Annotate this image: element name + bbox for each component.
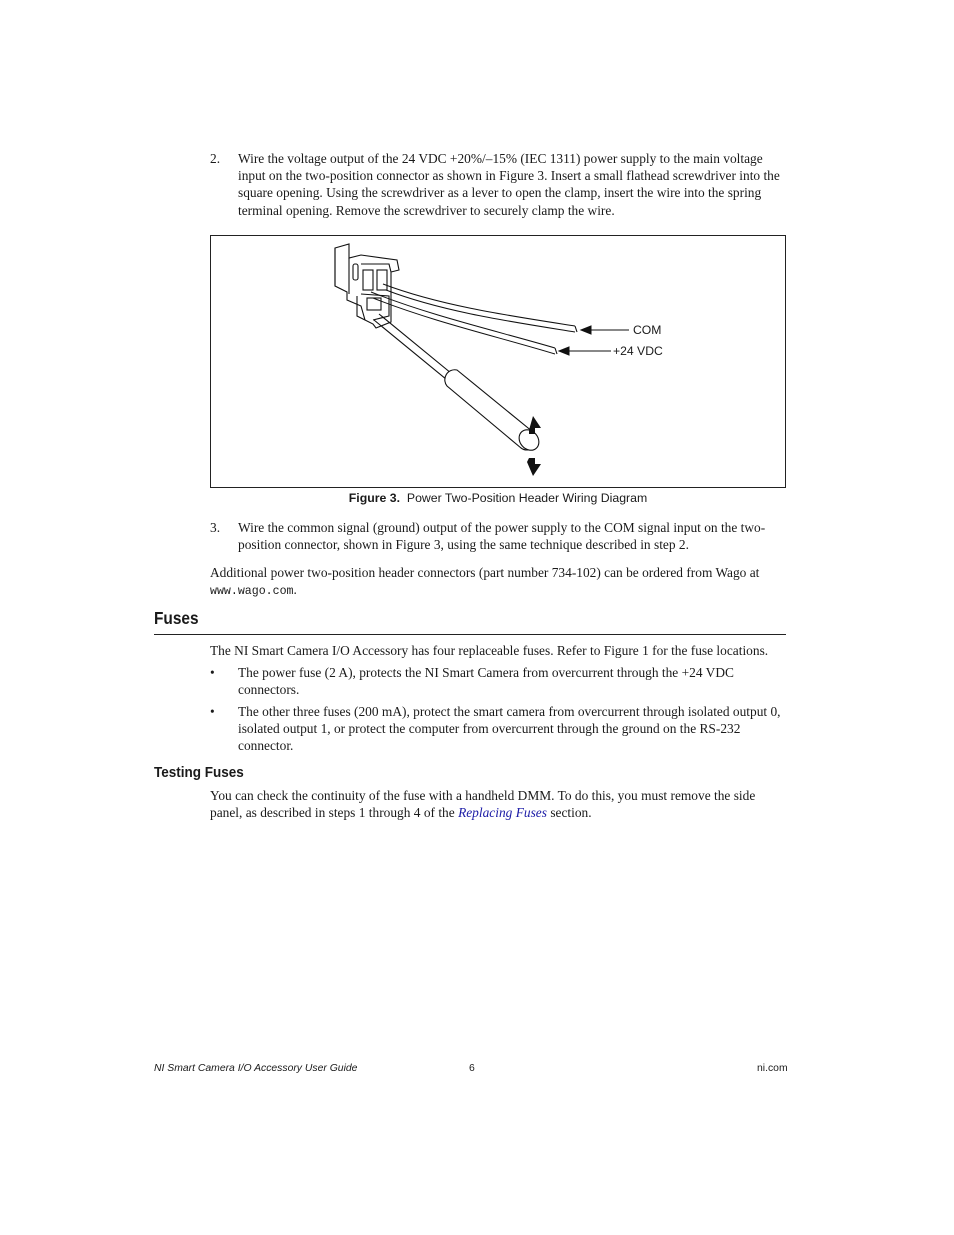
bullet-icon: • xyxy=(210,704,215,719)
fuses-heading: Fuses xyxy=(154,608,199,628)
up-arrow-icon xyxy=(529,416,541,434)
caption-number: Figure 3. xyxy=(348,491,401,505)
section-rule xyxy=(154,634,786,635)
step-text: Wire the voltage output of the 24 VDC +20%/–15% (IEC 1311) power supply to the main voltage input on the two-position connector as shown in Figure 3. Insert a small flathead screwdriver into the square opening. Using the screwdriver as a lever to open the clamp, insert the wire into the spring terminal opening. Remove the screwdriver to securely clamp the wire. xyxy=(238,151,780,218)
additional-end: . xyxy=(293,582,297,598)
footer-site: ni.com xyxy=(757,1063,788,1074)
step-number: 3. xyxy=(210,520,221,535)
additional-connectors-paragraph xyxy=(210,564,790,600)
replacing-fuses-link[interactable]: Replacing Fuses xyxy=(458,805,547,821)
bullet-text: The power fuse (2 A), protects the NI Smart Camera from overcurrent through the +24 VDC connectors. xyxy=(238,665,734,698)
page-number: 6 xyxy=(469,1063,475,1074)
step-number: 2. xyxy=(210,151,221,166)
step-3 xyxy=(210,519,790,553)
label-com: COM xyxy=(633,323,662,337)
fuse-bullet xyxy=(210,703,790,755)
step-text: Wire the common signal (ground) output of the power supply to the COM signal input on the two-position connector, shown in Figure 3, using the same technique described in step 2. xyxy=(238,520,766,553)
step-2 xyxy=(210,150,790,219)
down-arrow-icon xyxy=(527,458,541,476)
bullet-text: The other three fuses (200 mA), protect the smart camera from overcurrent through isolated output 0, isolated output 1, or protect the computer from overcurrent through the ground on the RS-232 connector. xyxy=(238,704,781,754)
testing-text-end: section. xyxy=(550,805,592,821)
fuse-bullet xyxy=(210,664,790,698)
testing-fuses-paragraph xyxy=(210,787,790,821)
bullet-icon: • xyxy=(210,665,215,680)
testing-fuses-heading: Testing Fuses xyxy=(154,764,244,781)
additional-text: Additional power two-position header connectors (part number 734-102) can be ordered from Wago at xyxy=(210,565,760,580)
figure-caption xyxy=(210,491,786,505)
fuses-intro: The NI Smart Camera I/O Accessory has four replaceable fuses. Refer to Figure 1 for the fuse locations. xyxy=(210,643,769,658)
caption-text: Power Two-Position Header Wiring Diagram xyxy=(406,491,648,505)
footer-title: NI Smart Camera I/O Accessory User Guide xyxy=(154,1063,358,1074)
testing-text: You can check the continuity of the fuse with a handheld DMM. To do this, you must remove the side panel, as described in steps 1 through 4 of the xyxy=(210,788,756,821)
figure-wiring-diagram xyxy=(210,235,786,488)
wago-url[interactable]: www.wago.com xyxy=(210,585,294,599)
connector-illustration xyxy=(211,236,785,487)
label-24vdc: +24 VDC xyxy=(613,344,663,358)
